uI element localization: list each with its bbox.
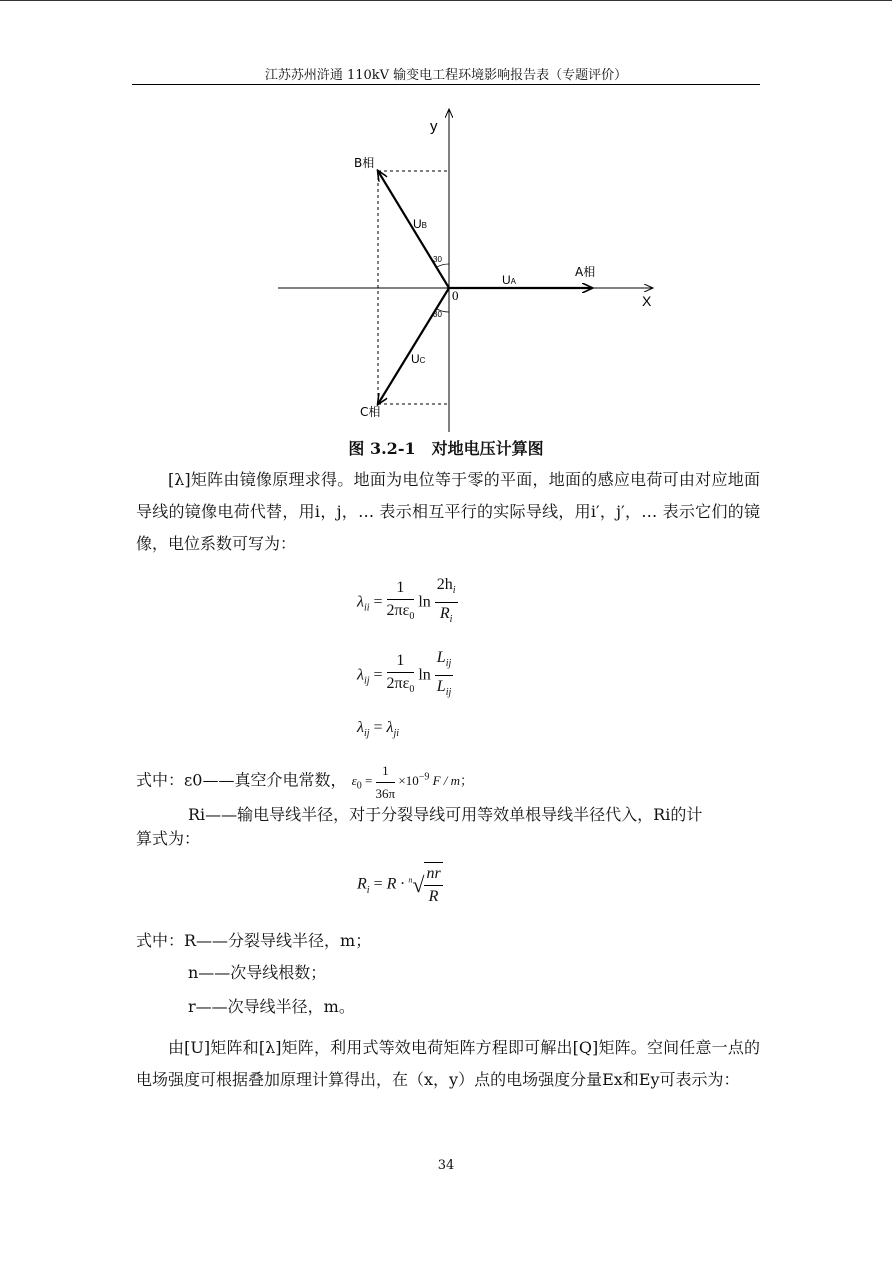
rr-definition: r——次导线半径，m。 [188, 997, 355, 1016]
n-definition: n——次导线根数； [188, 963, 327, 982]
ri-definition-line2: 算式为： [136, 829, 201, 848]
phase-voltage-diagram [0, 0, 892, 440]
r-definition: 式中：R——分裂导线半径，m； [136, 931, 372, 950]
page-number: 34 [437, 1158, 455, 1173]
page-header: 江苏苏州浒通 110kV 输变电工程环境影响报告表（专题评价） [264, 68, 628, 83]
y-axis-label: y [430, 118, 438, 135]
paragraph-field-strength: 由[U]矩阵和[λ]矩阵，利用式等效电荷矩阵方程即可解出[Q]矩阵。空间任意一点的电场强度可根据叠加原理计算得出，在（x，y）点的电场强度分量Ex和Ey可表示为： [136, 1038, 760, 1089]
origin-label: 0 [452, 288, 459, 303]
equation-lambda-ij: $\lambda_{ij}$ = $\frac{1}{2\pi\varepsilon_0}$ ln $\frac{L_{ij}}{L_{ij}}$ [357, 649, 452, 699]
ua-label: UA [502, 273, 517, 287]
ub-label: UB [413, 217, 428, 231]
angle-arc-upper [437, 264, 449, 267]
equation-lambda-ii: $\lambda_{ii}$ = $\frac{1}{2\pi\varepsilon_0}$ ln $\frac{2h_i}{R_i}$ [357, 576, 456, 626]
ri-definition-line1: Ri——输电导线半径，对于分裂导线可用等效单根导线半径代入，Ri的计 [188, 805, 703, 824]
vector-uc [378, 288, 449, 404]
uc-label: UC [411, 352, 426, 366]
phase-c-label: C相 [360, 405, 381, 419]
angle-upper-label: 30 [433, 255, 442, 264]
epsilon-definition: 式中：ε0——真空介电常数， $\varepsilon_0$ = $\frac{1}{36\pi}$ $\times 10^{-9}$ F / m； [136, 760, 776, 805]
phase-b-label: B相 [354, 156, 375, 170]
equation-lambda-symmetry: $\lambda_{ij} = \lambda_{ji}$ [357, 719, 400, 740]
paragraph-lambda: [λ]矩阵由镜像原理求得。地面为电位等于零的平面，地面的感应电荷可由对应地面导线的镜像电荷代替，用i，j，… 表示相互平行的实际导线，用i′，j′，… 表示它们的镜像，电位系数可写为： [136, 470, 760, 553]
x-axis-label: X [642, 293, 652, 309]
equation-ri: $R_i = R \cdot ^n√$ $\frac{nr}{R}$ [357, 862, 443, 908]
figure-caption: 图 3.2-1 对地电压计算图 [348, 439, 544, 458]
phase-a-label: A相 [575, 265, 596, 279]
angle-lower-label: 30 [433, 310, 442, 319]
